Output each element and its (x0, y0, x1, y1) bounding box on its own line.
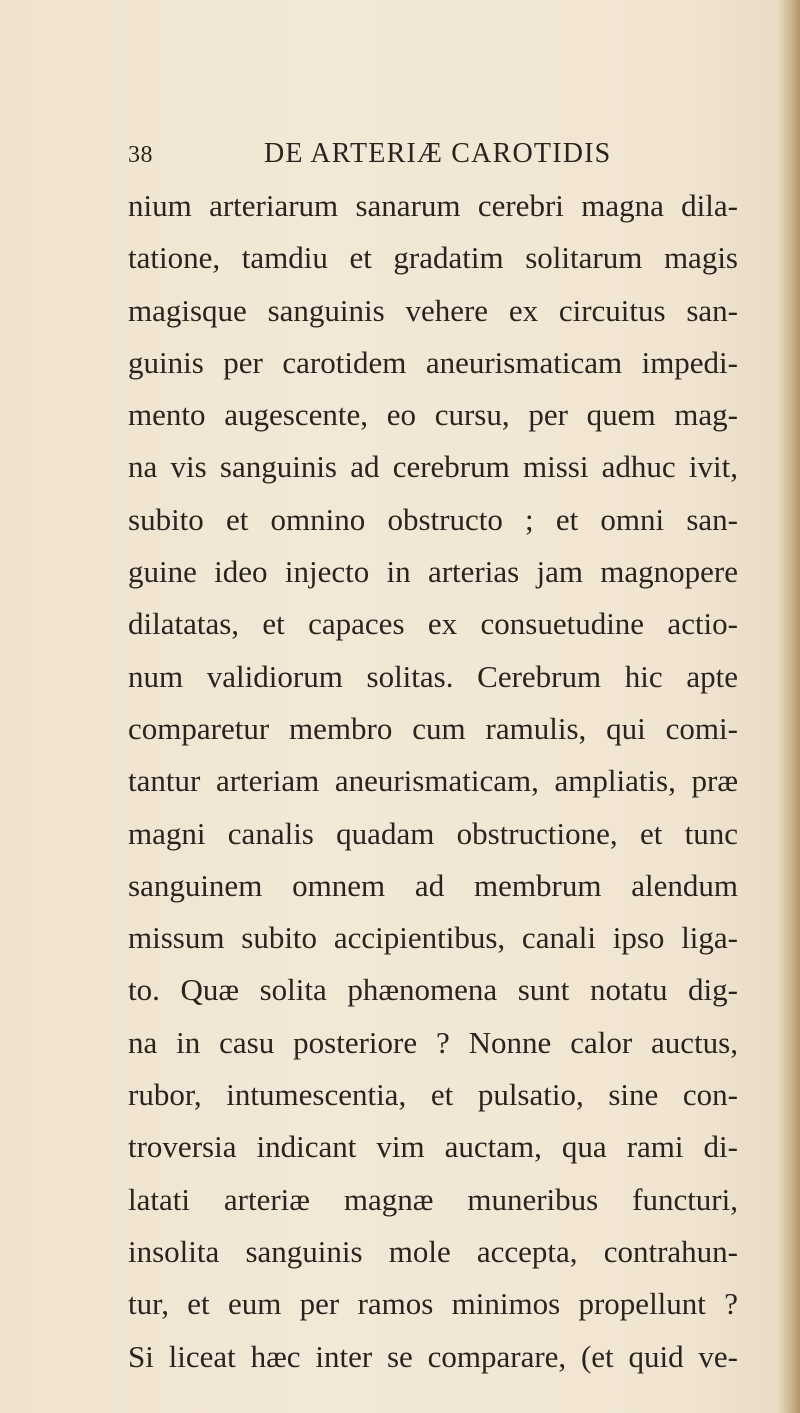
body-text (128, 180, 738, 1383)
text-line: tur, et eum per ramos minimos propellunt ? (128, 1286, 738, 1322)
text-line: missum subito accipientibus, canali ipso liga- (128, 920, 738, 956)
text-line: num validiorum solitas. Cerebrum hic apte (128, 658, 738, 694)
text-line: Si liceat hæc inter se comparare, (et quid ve- (128, 1338, 738, 1374)
text-line: mento augescente, eo cursu, per quem mag- (128, 397, 738, 433)
text-line: insolita sanguinis mole accepta, contrahun- (128, 1233, 738, 1269)
text-line: magni canalis quadam obstructione, et tunc (128, 815, 738, 851)
page-edge-shadow (778, 0, 800, 1413)
page-header (128, 138, 738, 172)
text-line: rubor, intumescentia, et pulsatio, sine con- (128, 1077, 738, 1113)
text-line: guine ideo injecto in arterias jam magnopere (128, 554, 738, 590)
text-line: latati arteriæ magnæ muneribus functuri, (128, 1181, 738, 1217)
text-line: subito et omnino obstructo ; et omni san- (128, 501, 738, 537)
text-line: guinis per carotidem aneurismaticam impedi- (128, 344, 738, 380)
text-line: tantur arteriam aneurismaticam, ampliatis, præ (128, 763, 738, 799)
text-line: sanguinem omnem ad membrum alendum (128, 867, 738, 903)
text-line: to. Quæ solita phænomena sunt notatu dig- (128, 972, 738, 1008)
text-line: comparetur membro cum ramulis, qui comi- (128, 710, 738, 746)
text-line: tatione, tamdiu et gradatim solitarum magis (128, 240, 738, 276)
text-line: nium arteriarum sanarum cerebri magna dila- (128, 188, 738, 223)
page-number: 38 (128, 142, 153, 168)
text-line: dilatatas, et capaces ex consuetudine actio- (128, 606, 738, 642)
text-line: magisque sanguinis vehere ex circuitus san- (128, 292, 738, 328)
text-line: troversia indicant vim auctam, qua rami di- (128, 1129, 738, 1165)
text-line: na vis sanguinis ad cerebrum missi adhuc ivit, (128, 449, 738, 485)
running-head: DE ARTERIÆ CAROTIDIS (264, 138, 612, 169)
text-line: na in casu posteriore ? Nonne calor auctus, (128, 1024, 738, 1060)
